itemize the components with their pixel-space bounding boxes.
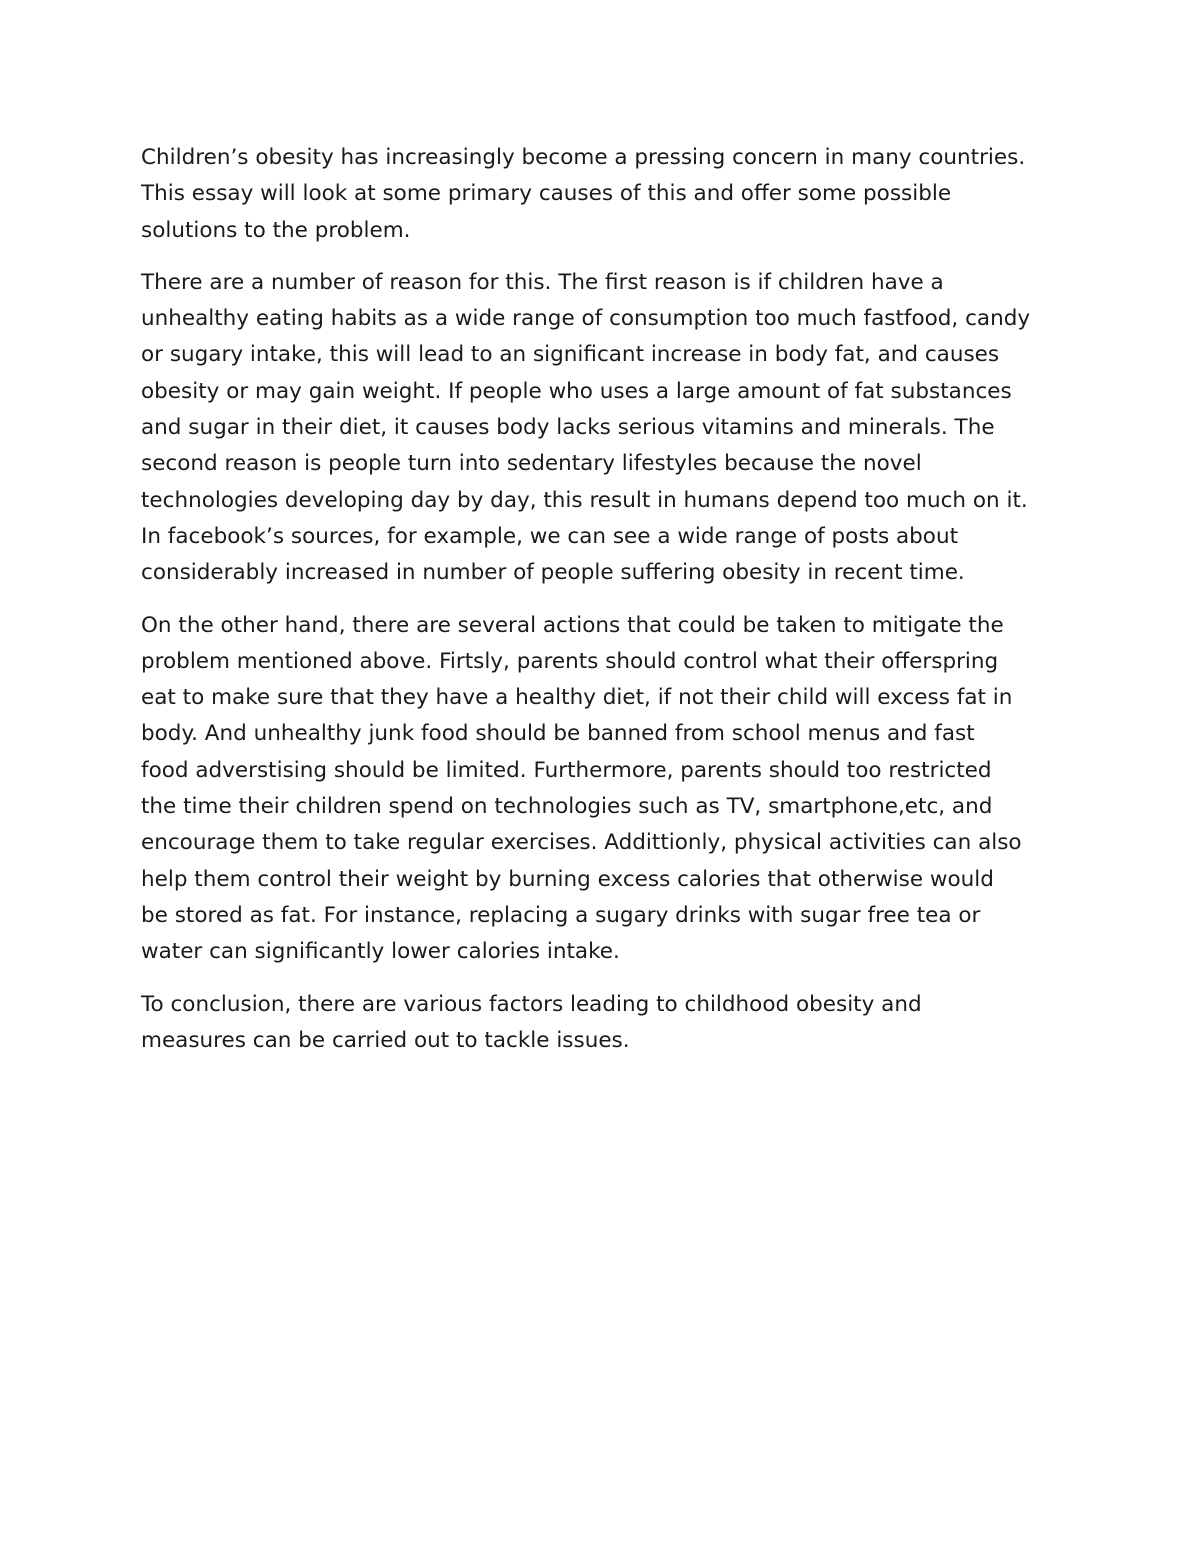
text-line: and sugar in their diet, it causes body lacks serious vitamins and minerals. The bbox=[141, 415, 995, 441]
text-line: help them control their weight by burning excess calories that otherwise would bbox=[141, 866, 994, 892]
text-line: problem mentioned above. Firtsly, parents should control what their offerspring bbox=[141, 648, 999, 674]
paragraph-solutions bbox=[141, 608, 1071, 971]
text-line: On the other hand, there are several actions that could be taken to mitigate the bbox=[141, 612, 1004, 638]
text-line: There are a number of reason for this. The first reason is if children have a bbox=[141, 269, 944, 295]
text-line: technologies developing day by day, this result in humans depend too much on it. bbox=[141, 487, 1028, 513]
text-line: food adverstising should be limited. Furthermore, parents should too restricted bbox=[141, 757, 992, 783]
essay-body bbox=[141, 140, 1071, 1075]
text-line: the time their children spend on technologies such as TV, smartphone,etc, and bbox=[141, 794, 993, 820]
text-line: In facebook’s sources, for example, we can see a wide range of posts about bbox=[141, 523, 959, 549]
text-line: considerably increased in number of people suffering obesity in recent time. bbox=[141, 560, 965, 586]
text-line: or sugary intake, this will lead to an significant increase in body fat, and causes bbox=[141, 342, 1000, 368]
text-line: solutions to the problem. bbox=[141, 217, 411, 243]
paragraph-introduction bbox=[141, 140, 1071, 249]
text-line: obesity or may gain weight. If people who uses a large amount of fat substances bbox=[141, 378, 1012, 404]
text-line: Children’s obesity has increasingly become a pressing concern in many countries. bbox=[141, 145, 1026, 170]
text-line: measures can be carried out to tackle issues. bbox=[141, 1027, 630, 1053]
paragraph-causes bbox=[141, 265, 1071, 592]
text-line: water can significantly lower calories intake. bbox=[141, 939, 620, 965]
text-line: encourage them to take regular exercises. Addittionly, physical activities can also bbox=[141, 830, 1022, 856]
text-line: unhealthy eating habits as a wide range of consumption too much fastfood, candy bbox=[141, 306, 1031, 332]
paragraph-conclusion bbox=[141, 987, 1071, 1060]
text-line: To conclusion, there are various factors leading to childhood obesity and bbox=[141, 991, 922, 1017]
text-line: body. And unhealthy junk food should be banned from school menus and fast bbox=[141, 721, 975, 747]
text-line: This essay will look at some primary causes of this and offer some possible bbox=[141, 181, 952, 207]
text-line: eat to make sure that they have a healthy diet, if not their child will excess fat in bbox=[141, 685, 1013, 711]
text-line: be stored as fat. For instance, replacing a sugary drinks with sugar free tea or bbox=[141, 902, 981, 928]
text-line: second reason is people turn into sedentary lifestyles because the novel bbox=[141, 451, 922, 477]
